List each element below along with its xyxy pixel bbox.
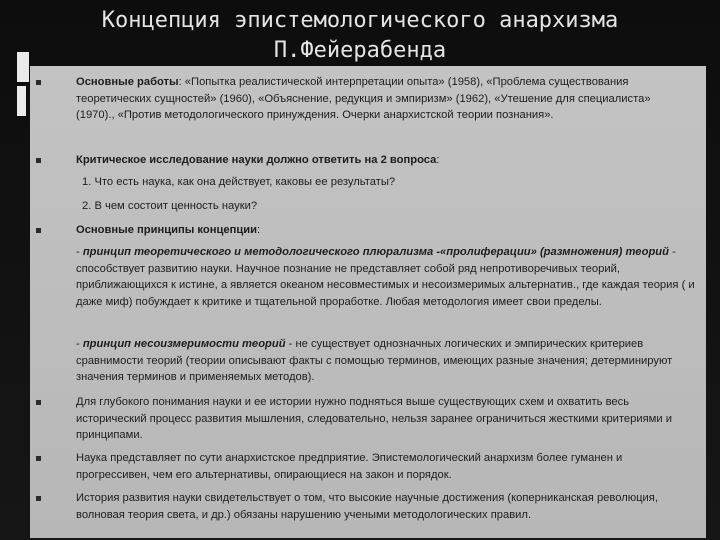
principle-incommensurability [76, 336, 696, 386]
bullet-text: Для глубокого понимания науки и ее истории нужно подняться выше существующих схем и охватить весь исторический процесс развития мышления, следовательно, нельзя заранее ограничиться жесткими критериями и принципами. [76, 396, 672, 441]
bullet-text: Наука представляет по сути анархистское предприятие. Эпистемологический анархизм более гуманен и прогрессивен, чем его альтернативы, опирающиеся на закон и порядок. [76, 452, 623, 481]
bullet-marker [36, 228, 41, 233]
bullet-body: : [256, 224, 261, 236]
bullet-label: Основные работы [76, 76, 179, 88]
principle-pluralism [76, 244, 696, 310]
bullet-marker [36, 400, 41, 405]
bullet-text [76, 152, 691, 169]
bullet-label: Критическое исследование науки должно ответить на 2 вопроса [76, 154, 437, 166]
bullet-body: : «Попытка реалистической интерпретации опыта» (1958), «Проблема существования теоретических сущностей» (1960), «Объяснение, редукция и эмпиризм» (1962), «Утешение для специалиста» (1970)., «Против методологического принуждения. Очерки анархистской теории познания». [76, 76, 651, 121]
principle-name: принцип теоретического и методологического плюрализма -«пролиферации» (размножения) теорий [82, 246, 669, 258]
principle-text: - способствует развитию науки. Научное познание не представляет собой ряд непротиворечивых теорий, приближающихся к истине, а является океаном несовместимых и несоизмеримых альтернатив., где каждая теория ( и даже миф) побуждает к критике и тщательной проработке. Любая методология имеет свои пределы. [76, 246, 695, 308]
decorative-bar [17, 86, 26, 116]
title-line-1: Концепция эпистемологического анархизма [101, 8, 619, 33]
question-2: 2. В чем состоит ценность науки? [82, 200, 258, 212]
principle-text: - не существует однозначных логических и эмпирических критериев сравнимости теорий (теории описывают факты с помощью терминов, имеющих разные значения; детерминируют значения терминов и применяемых методов). [76, 338, 673, 383]
slide-title [40, 6, 680, 66]
question-1: 1. Что есть наука, как она действует, каковы ее результаты? [82, 176, 396, 188]
principle-dash: - [76, 338, 83, 350]
content-panel [30, 66, 706, 538]
bullet-body: : [436, 154, 440, 166]
principle-name: принцип несоизмеримости теорий [82, 338, 286, 350]
bullet-marker [36, 496, 41, 501]
decorative-bar [17, 52, 29, 82]
principle-dash: - [76, 246, 83, 258]
bullet-marker [36, 158, 41, 163]
bullet-text [76, 74, 691, 124]
title-line-2: П.Фейерабенда [273, 38, 447, 63]
bullet-marker [36, 456, 41, 461]
bullet-marker [36, 80, 41, 85]
bullet-text [76, 222, 691, 239]
bullet-label: Основные принципы концепции [76, 224, 257, 236]
bullet-text: История развития науки свидетельствует о том, что высокие научные достижения (коперниканская революция, волновая теория света, и др.) обязаны нарушению учеными методологических правил. [76, 492, 658, 521]
